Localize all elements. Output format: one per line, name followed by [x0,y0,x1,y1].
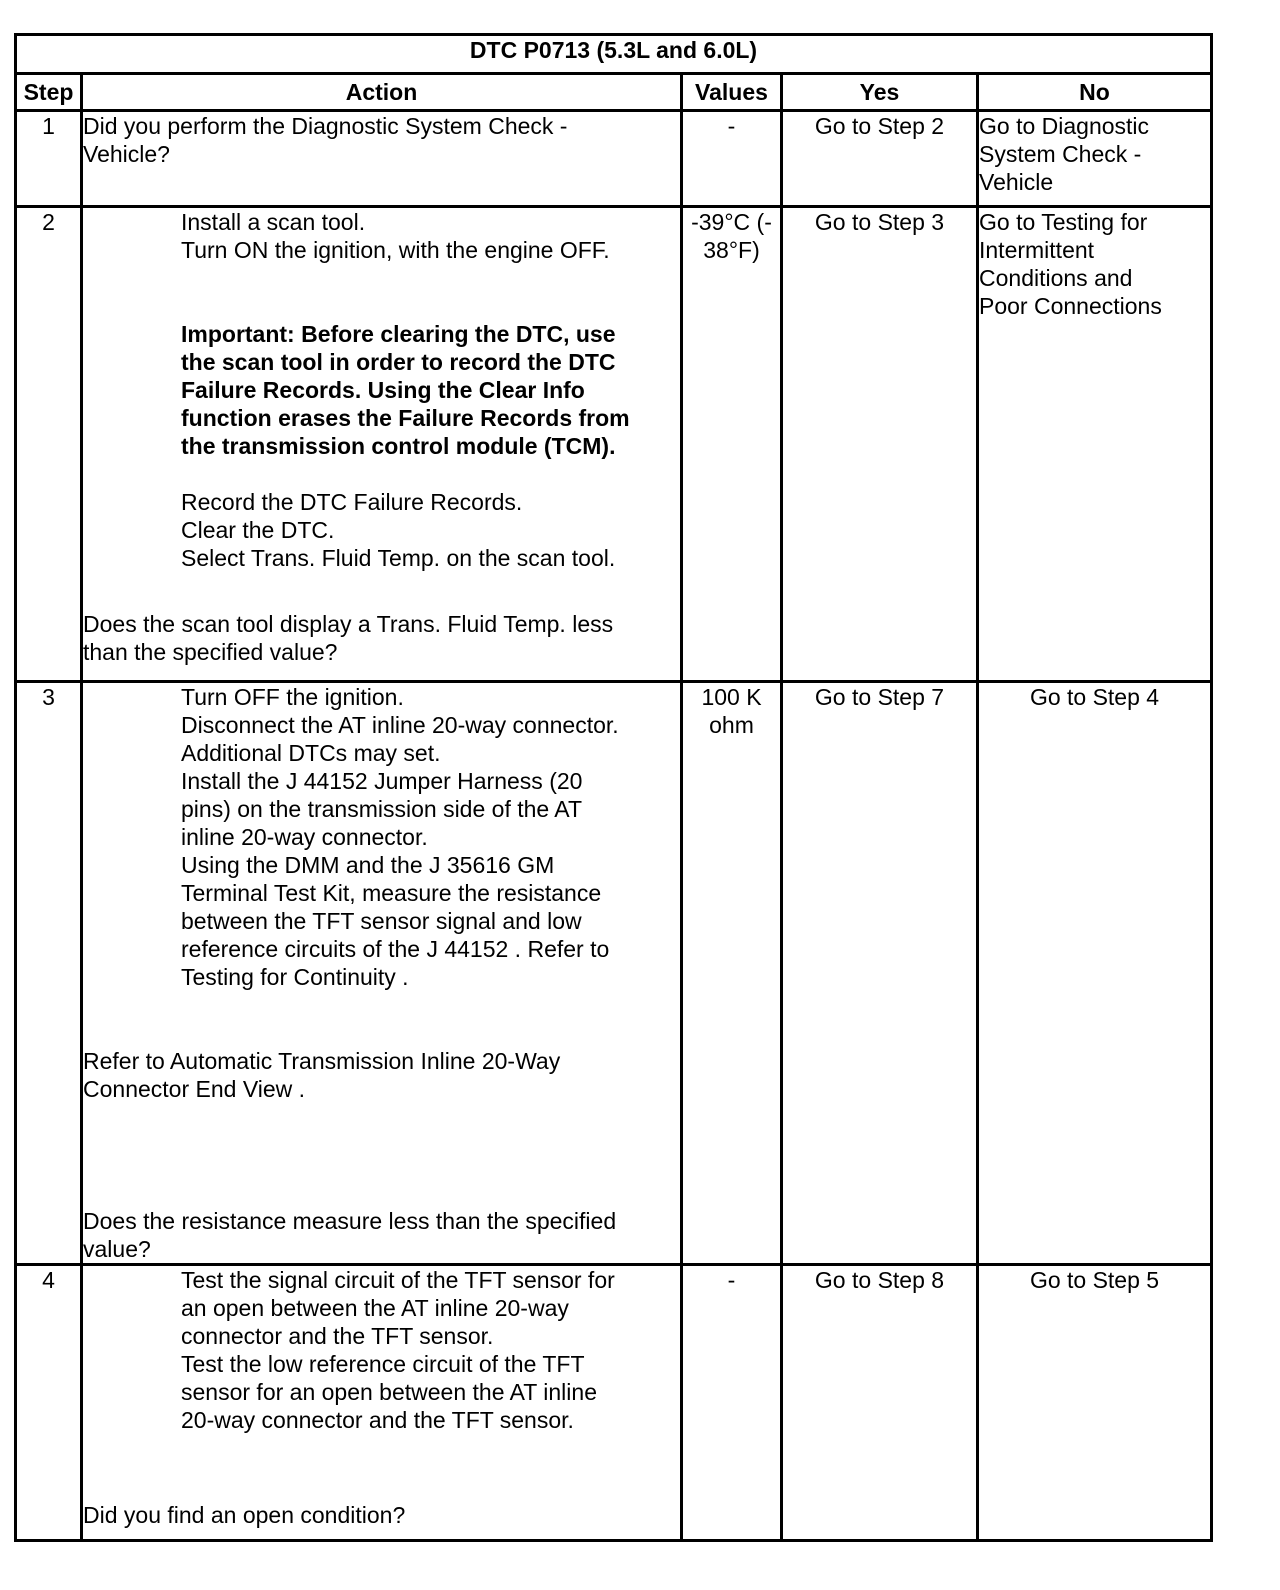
step-number: 4 [16,1265,82,1541]
action-question-line: than the specified value? [83,639,338,665]
no-cell [978,111,1212,207]
reference-line: Refer to Automatic Transmission Inline 20-Way [83,1048,561,1074]
action-cell [82,111,682,207]
action-step-line: Record the DTC Failure Records. [181,489,523,515]
header-yes: Yes [782,74,978,111]
action-question-line: Did you find an open condition? [83,1502,406,1528]
table-row-step-1 [16,111,1212,207]
important-note: Important: Before clearing the DTC, use the scan tool in order to record the DTC Failure Records. Using the Clear Info function erases the Failure Records from the transmission control module (TCM). [181,321,630,459]
header-action: Action [82,74,682,111]
yes-cell: Go to Step 7 [782,682,978,1265]
action-step-line: Select Trans. Fluid Temp. on the scan tool. [181,545,616,571]
action-question-line: Does the resistance measure less than the specified [83,1208,617,1234]
yes-cell: Go to Step 3 [782,207,978,682]
no-line: Go to Diagnostic [979,113,1150,139]
dtc-table [14,33,1213,1542]
step-number: 2 [16,207,82,682]
action-question-line: value? [83,1236,151,1262]
action-step-line: Turn ON the ignition, with the engine OFF. [181,237,610,263]
action-step-line: Install a scan tool. [181,209,366,235]
action-question-line: Vehicle? [83,141,170,167]
table-row-step-3 [16,682,1212,1265]
header-row [16,74,1212,111]
table-row-step-4 [16,1265,1212,1541]
header-values: Values [682,74,782,111]
values-cell: -39°C (- 38°F) [682,207,782,682]
header-no: No [978,74,1212,111]
no-cell: Go to Step 5 [978,1265,1212,1541]
action-question-line: Did you perform the Diagnostic System Check - [83,113,568,139]
table-title: DTC P0713 (5.3L and 6.0L) [16,35,1212,74]
action-cell: Turn OFF the ignition. Disconnect the AT inline 20-way connector. Additional DTCs may set. Install the J 44152 Jumper Harness (20 pins) on the transmission side of the AT inline 20-way connector. Using the DMM and the J 35616 GM Terminal Test Kit, measure the resistance between the TFT sensor signal and low reference circuits of the J 44152 . Refer to Testing for Continuity . Refer to Automatic Transmission Inline 20-Way Connector End View . Does the resistance measure less than the specified value? [82,682,682,1265]
action-question-line: Does the scan tool display a Trans. Fluid Temp. less [83,611,614,637]
reference-line: Connector End View . [83,1076,306,1102]
values-cell: 100 K ohm [682,682,782,1265]
no-cell: Go to Step 4 [978,682,1212,1265]
step-number: 3 [16,682,82,1265]
action-step-line: Clear the DTC. [181,517,335,543]
values-cell: - [682,1265,782,1541]
header-step: Step [16,74,82,111]
no-line: Vehicle [979,169,1054,195]
no-line: System Check - [979,141,1142,167]
yes-cell: Go to Step 2 [782,111,978,207]
step-number: 1 [16,111,82,207]
table-row-step-2 [16,207,1212,682]
values-cell: - [682,111,782,207]
action-cell [82,207,682,682]
action-cell: Test the signal circuit of the TFT sensor for an open between the AT inline 20-way connector and the TFT sensor. Test the low reference circuit of the TFT sensor for an open between the AT inline 20-way connector and the TFT sensor. Did you find an open condition? [82,1265,682,1541]
yes-cell: Go to Step 8 [782,1265,978,1541]
no-cell: Go to Testing for Intermittent Conditions and Poor Connections [978,207,1212,682]
